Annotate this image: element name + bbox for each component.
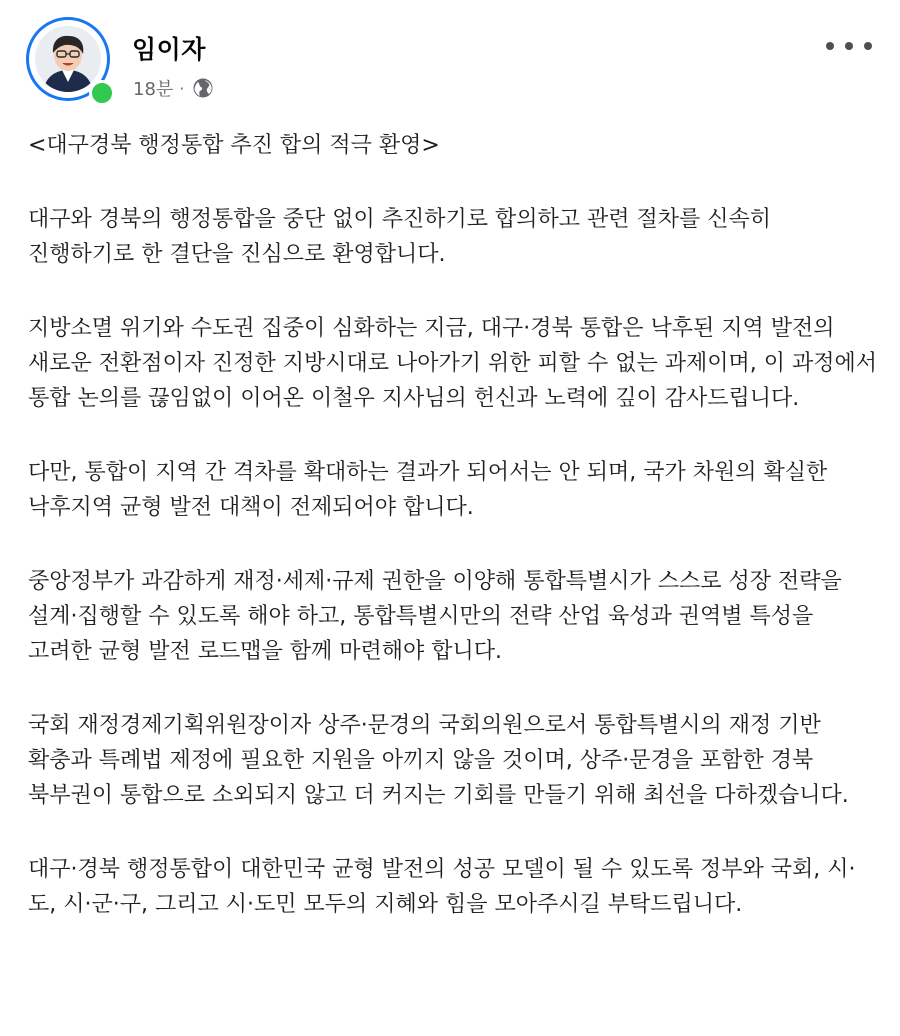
- online-status-icon: [89, 80, 115, 106]
- post-paragraph: 중앙정부가 과감하게 재정·세제·규제 권한을 이양해 통합특별시가 스스로 성장 전략을 설계·집행할 수 있도록 해야 하고, 통합특별시만의 전략 산업 육성과 권역별 특성을 고려한 균형 발전 로드맵을 함께 마련해야 합니다.: [28, 569, 842, 664]
- more-options-button[interactable]: [826, 34, 872, 58]
- meta-separator: ·: [179, 78, 185, 98]
- post-paragraph: 대구·경북 행정통합이 대한민국 균형 발전의 성공 모델이 될 수 있도록 정부와 국회, 시·도, 시·군·구, 그리고 시·도민 모두의 지혜와 힘을 모아주시길 부탁드립니다.: [28, 857, 856, 917]
- post-timestamp[interactable]: 18분: [133, 79, 174, 100]
- more-options-icon-dot: [864, 42, 872, 50]
- more-options-icon-dot: [845, 42, 853, 50]
- profile-photo: [35, 26, 101, 92]
- post-header: [0, 0, 900, 115]
- post-paragraph: 대구와 경북의 행정통합을 중단 없이 추진하기로 합의하고 관련 절차를 신속히 진행하기로 한 결단을 진심으로 환영합니다.: [28, 207, 772, 267]
- post-paragraph: 지방소멸 위기와 수도권 집중이 심화하는 지금, 대구·경북 통합은 낙후된 지역 발전의 새로운 전환점이자 진정한 지방시대로 나아가기 위한 피할 수 없는 과제이며, 이 과정에서 통합 논의를 끊임없이 이어온 이철우 지사님의 헌신과 노력에 깊이 감사드립니다.: [28, 316, 877, 411]
- post-paragraph: 국회 재정경제기획위원장이자 상주·문경의 국회의원으로서 통합특별시의 재정 기반 확충과 특례법 제정에 필요한 지원을 아끼지 않을 것이며, 상주·문경을 포함한 경북 북부권이 통합으로 소외되지 않고 더 커지는 기회를 만들기 위해 최선을 다하겠습니다.: [28, 713, 849, 808]
- profile-photo-icon: [35, 26, 101, 92]
- author-name[interactable]: 임이자: [132, 35, 206, 64]
- more-options-icon: [826, 42, 834, 50]
- post-paragraph: 다만, 통합이 지역 간 격차를 확대하는 결과가 되어서는 안 되며, 국가 차원의 확실한 낙후지역 균형 발전 대책이 전제되어야 합니다.: [28, 460, 828, 520]
- avatar[interactable]: [26, 17, 116, 107]
- post-meta: [133, 75, 214, 101]
- post-body: [28, 128, 878, 961]
- globe-icon[interactable]: [192, 77, 214, 99]
- post-title: <대구경북 행정통합 추진 합의 적극 환영>: [28, 133, 440, 158]
